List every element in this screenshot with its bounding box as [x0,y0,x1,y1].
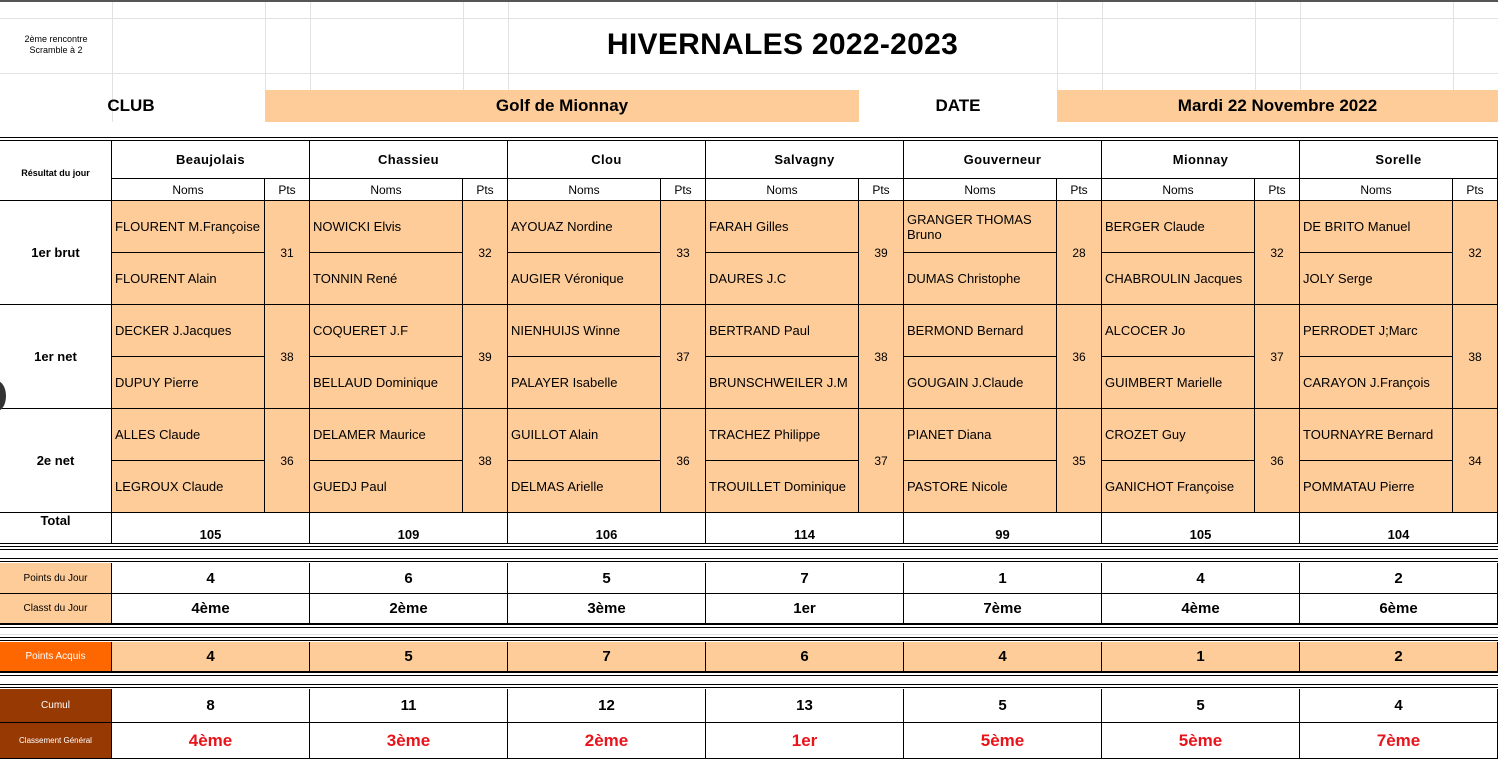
pair-points: 38 [1453,305,1498,409]
pair-points: 36 [661,409,706,513]
club-total: 104 [1300,513,1498,544]
classement-general-value: 4ème [112,723,310,759]
cumul-value: 5 [1102,689,1300,723]
player-name: ALCOCER Jo [1102,305,1255,357]
classt-du-jour-value: 2ème [310,594,508,624]
cumul-value: 4 [1300,689,1498,723]
classt-du-jour-value: 1er [706,594,904,624]
pts-header: Pts [1453,179,1498,201]
classement-general-value: 7ème [1300,723,1498,759]
player-name: NOWICKI Elvis [310,201,463,253]
player-name: BERTRAND Paul [706,305,859,357]
club-total: 105 [112,513,310,544]
club-total: 105 [1102,513,1300,544]
player-name: POMMATAU Pierre [1300,461,1453,513]
pts-header: Pts [661,179,706,201]
club-total: 109 [310,513,508,544]
grid-line [0,73,1498,74]
meeting-format: Scramble à 2 [29,45,83,55]
points-acquis-value: 7 [508,642,706,672]
pts-header: Pts [463,179,508,201]
club-total: 99 [904,513,1102,544]
double-divider [0,637,1498,641]
player-name: GRANGER THOMAS Bruno [904,201,1057,253]
cumul-value: 13 [706,689,904,723]
pair-points: 34 [1453,409,1498,513]
pts-header: Pts [1255,179,1300,201]
player-name: DUMAS Christophe [904,253,1057,305]
player-name: BERGER Claude [1102,201,1255,253]
club-total: 106 [508,513,706,544]
points-acquis-value: 4 [112,642,310,672]
points-du-jour-label: Points du Jour [0,563,112,594]
points-du-jour-value: 4 [1102,563,1300,594]
results-table [0,141,1498,546]
player-name: AUGIER Véronique [508,253,661,305]
meeting-info [0,34,112,56]
double-divider [0,558,1498,562]
pair-points: 36 [1255,409,1300,513]
noms-header: Noms [112,179,265,201]
classement-general-label: Classement Général [0,723,112,759]
club-name: Mionnay [1102,141,1300,179]
player-name: DUPUY Pierre [112,357,265,409]
points-du-jour-value: 4 [112,563,310,594]
points-acquis-value: 5 [310,642,508,672]
row-label: 1er net [0,305,112,409]
club-total: 114 [706,513,904,544]
pair-points: 39 [463,305,508,409]
player-name: GANICHOT Françoise [1102,461,1255,513]
player-name: LEGROUX Claude [112,461,265,513]
cumul-value: 12 [508,689,706,723]
player-name: CARAYON J.François [1300,357,1453,409]
player-name: GUILLOT Alain [508,409,661,461]
double-divider [0,684,1498,688]
club-name: Beaujolais [112,141,310,179]
points-du-jour-value: 7 [706,563,904,594]
player-name: TRACHEZ Philippe [706,409,859,461]
pair-points: 36 [265,409,310,513]
club-name: Gouverneur [904,141,1102,179]
classt-du-jour-value: 3ème [508,594,706,624]
points-du-jour-value: 6 [310,563,508,594]
classt-du-jour-value: 4ème [112,594,310,624]
player-name: GUIMBERT Marielle [1102,357,1255,409]
player-name: DAURES J.C [706,253,859,305]
pair-points: 37 [859,409,904,513]
pair-points: 37 [1255,305,1300,409]
player-name: GOUGAIN J.Claude [904,357,1057,409]
club-name: Clou [508,141,706,179]
club-name: Chassieu [310,141,508,179]
player-name: TROUILLET Dominique [706,461,859,513]
player-name: BRUNSCHWEILER J.M [706,357,859,409]
date-label: DATE [935,96,981,115]
player-name: PALAYER Isabelle [508,357,661,409]
club-value: Golf de Mionnay [265,90,859,122]
points-du-jour-value: 2 [1300,563,1498,594]
player-name: GUEDJ Paul [310,461,463,513]
pair-points: 38 [463,409,508,513]
pair-points: 32 [1453,201,1498,305]
points-du-jour-value: 5 [508,563,706,594]
player-name: BELLAUD Dominique [310,357,463,409]
page-title: HIVERNALES 2022-2023 [606,28,959,61]
pair-points: 28 [1057,201,1102,305]
pair-points: 35 [1057,409,1102,513]
grid-line [0,634,1498,635]
player-name: CROZET Guy [1102,409,1255,461]
cumul-value: 5 [904,689,1102,723]
classt-du-jour-value: 6ème [1300,594,1498,624]
player-name: COQUERET J.F [310,305,463,357]
player-name: TOURNAYRE Bernard [1300,409,1453,461]
noms-header: Noms [310,179,463,201]
points-du-jour-value: 1 [904,563,1102,594]
points-acquis-value: 2 [1300,642,1498,672]
pair-points: 32 [463,201,508,305]
noms-header: Noms [508,179,661,201]
pair-points: 33 [661,201,706,305]
classement-general-value: 5ème [904,723,1102,759]
meeting-number: 2ème rencontre [24,34,88,44]
player-name: NIENHUIJS Winne [508,305,661,357]
double-divider [0,624,1498,628]
classt-du-jour-value: 7ème [904,594,1102,624]
classt-du-jour-value: 4ème [1102,594,1300,624]
cumul-value: 11 [310,689,508,723]
player-name: DELAMER Maurice [310,409,463,461]
cumul-label: Cumul [0,689,112,723]
corner-label: Résultat du jour [0,141,112,201]
pair-points: 38 [265,305,310,409]
pair-points: 32 [1255,201,1300,305]
total-label: Total [0,513,112,544]
club-label: CLUB [107,96,155,115]
player-name: FLOURENT Alain [112,253,265,305]
date-value: Mardi 22 Novembre 2022 [1057,90,1498,122]
noms-header: Noms [904,179,1057,201]
pair-points: 37 [661,305,706,409]
player-name: PERRODET J;Marc [1300,305,1453,357]
player-name: FARAH Gilles [706,201,859,253]
club-name: Salvagny [706,141,904,179]
club-name: Sorelle [1300,141,1498,179]
points-acquis-value: 6 [706,642,904,672]
player-name: DE BRITO Manuel [1300,201,1453,253]
pts-header: Pts [1057,179,1102,201]
classement-general-value: 1er [706,723,904,759]
pair-points: 38 [859,305,904,409]
grid-line [0,18,1498,19]
player-name: TONNIN René [310,253,463,305]
points-acquis-value: 1 [1102,642,1300,672]
player-name: DECKER J.Jacques [112,305,265,357]
player-name: DELMAS Arielle [508,461,661,513]
pair-points: 39 [859,201,904,305]
pts-header: Pts [265,179,310,201]
player-name: AYOUAZ Nordine [508,201,661,253]
row-label: 1er brut [0,201,112,305]
pair-points: 36 [1057,305,1102,409]
noms-header: Noms [706,179,859,201]
player-name: CHABROULIN Jacques [1102,253,1255,305]
player-name: ALLES Claude [112,409,265,461]
player-name: PIANET Diana [904,409,1057,461]
player-name: JOLY Serge [1300,253,1453,305]
classt-du-jour-label: Classt du Jour [0,594,112,624]
pts-header: Pts [859,179,904,201]
player-name: PASTORE Nicole [904,461,1057,513]
classement-general-value: 3ème [310,723,508,759]
classement-general-value: 2ème [508,723,706,759]
points-acquis-label: Points Acquis [0,642,112,672]
top-border [0,0,1498,2]
points-acquis-value: 4 [904,642,1102,672]
row-label: 2e net [0,409,112,513]
double-divider [0,546,1498,550]
noms-header: Noms [1102,179,1255,201]
player-name: FLOURENT M.Françoise [112,201,265,253]
player-name: BERMOND Bernard [904,305,1057,357]
double-divider [0,672,1498,676]
cumul-value: 8 [112,689,310,723]
pair-points: 31 [265,201,310,305]
classement-general-value: 5ème [1102,723,1300,759]
noms-header: Noms [1300,179,1453,201]
